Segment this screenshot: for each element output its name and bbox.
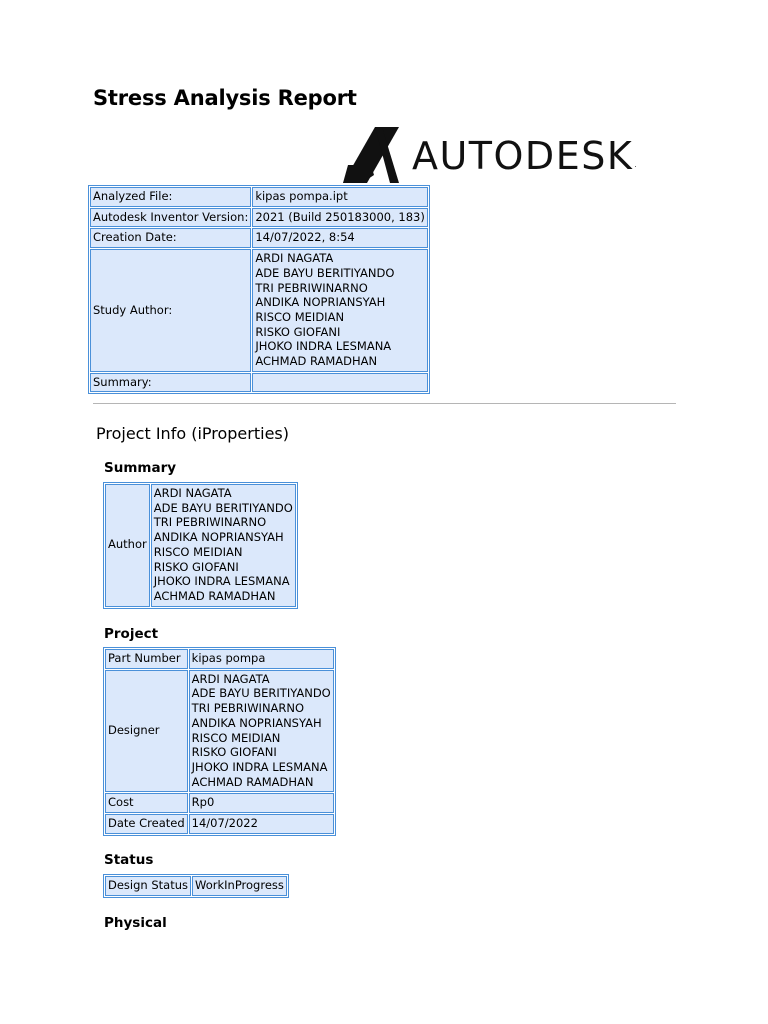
author-name: RISCO MEIDIAN [153, 544, 243, 559]
inventor-version-label: Autodesk Inventor Version: [90, 208, 251, 228]
part-number-value: kipas pompa [189, 649, 334, 669]
summary-heading: Summary [104, 460, 177, 476]
designer-name: ARDI NAGATA [191, 671, 270, 686]
project-heading: Project [104, 626, 159, 642]
summary-label: Summary: [90, 373, 251, 393]
table-row [105, 876, 287, 896]
creation-date-value: 14/07/2022, 8:54 [252, 228, 428, 248]
author-label: Author [105, 484, 150, 607]
date-created-value: 14/07/2022 [189, 814, 334, 834]
creation-date-label: Creation Date: [90, 228, 251, 248]
author-name: ACHMAD RAMADHAN [153, 588, 276, 603]
design-status-value: WorkInProgress [192, 876, 287, 896]
table-row [90, 208, 428, 228]
table-row [105, 670, 334, 793]
table-row [90, 228, 428, 248]
autodesk-logo-text: AUTODESK [412, 134, 634, 178]
analyzed-file-value: kipas pompa.ipt [252, 187, 428, 207]
study-author-label: Study Author: [90, 249, 251, 372]
project-table [103, 647, 336, 836]
author-list [151, 484, 296, 607]
table-row [105, 814, 334, 834]
designer-list [189, 670, 334, 793]
designer-name: JHOKO INDRA LESMANA [191, 759, 328, 774]
study-author-name: ARDI NAGATA [255, 251, 334, 266]
table-row [105, 484, 296, 607]
study-author-name: RISKO GIOFANI [255, 324, 341, 339]
study-author-name: TRI PEBRIWINARNO [255, 280, 368, 295]
designer-name: RISCO MEIDIAN [191, 730, 281, 745]
cost-label: Cost [105, 793, 188, 813]
author-name: ARDI NAGATA [153, 486, 232, 500]
author-name: ANDIKA NOPRIANSYAH [153, 530, 284, 545]
cost-value: Rp0 [189, 793, 334, 813]
designer-name: ADE BAYU BERITIYANDO [191, 686, 331, 701]
designer-name: TRI PEBRIWINARNO [191, 701, 305, 716]
table-row [105, 793, 334, 813]
study-author-name: RISCO MEIDIAN [255, 309, 345, 324]
author-name: JHOKO INDRA LESMANA [153, 574, 290, 589]
analysis-info-table [88, 185, 430, 394]
author-name: ADE BAYU BERITIYANDO [153, 500, 293, 515]
designer-name: ACHMAD RAMADHAN [191, 774, 314, 789]
summary-value [252, 373, 428, 393]
summary-table [103, 482, 298, 609]
analyzed-file-label: Analyzed File: [90, 187, 251, 207]
inventor-version-value: 2021 (Build 250183000, 183) [252, 208, 428, 228]
status-table [103, 874, 289, 898]
study-author-name: ACHMAD RAMADHAN [255, 354, 378, 369]
table-row [90, 249, 428, 372]
study-author-name: ADE BAYU BERITIYANDO [255, 265, 395, 280]
part-number-label: Part Number [105, 649, 188, 669]
study-author-name: JHOKO INDRA LESMANA [255, 339, 392, 354]
study-author-list [252, 249, 428, 372]
report-title: Stress Analysis Report [93, 86, 357, 110]
designer-label: Designer [105, 670, 188, 793]
design-status-label: Design Status [105, 876, 191, 896]
designer-name: RISKO GIOFANI [191, 745, 277, 760]
table-row [90, 373, 428, 393]
registered-mark: . [634, 161, 637, 169]
author-name: RISKO GIOFANI [153, 559, 239, 574]
section-divider [93, 403, 676, 404]
autodesk-logo-icon [342, 127, 400, 183]
date-created-label: Date Created [105, 814, 188, 834]
physical-heading: Physical [104, 915, 167, 931]
table-row [90, 187, 428, 207]
author-name: TRI PEBRIWINARNO [153, 515, 267, 530]
autodesk-logo [342, 126, 678, 184]
study-author-name: ANDIKA NOPRIANSYAH [255, 295, 386, 310]
status-heading: Status [104, 852, 154, 868]
designer-name: ANDIKA NOPRIANSYAH [191, 715, 322, 730]
table-row [105, 649, 334, 669]
project-info-heading: Project Info (iProperties) [96, 424, 289, 443]
